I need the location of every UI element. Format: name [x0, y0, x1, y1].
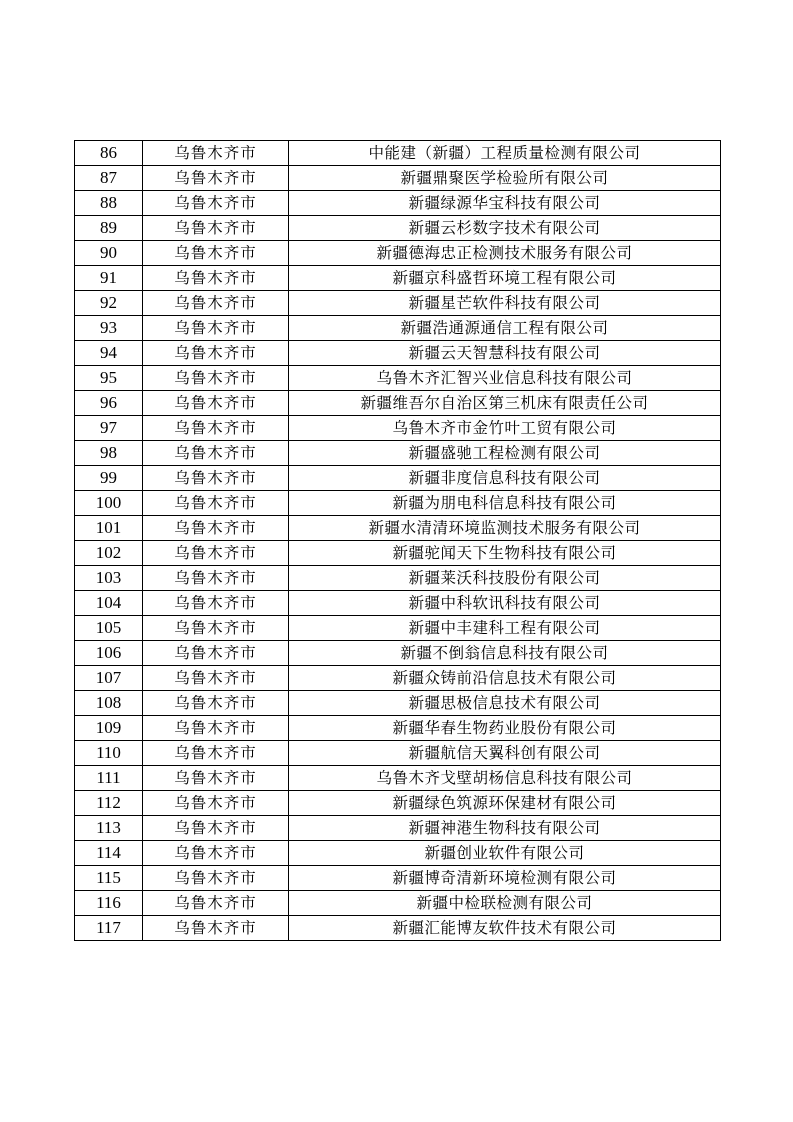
table-row [75, 341, 721, 366]
company-name-cell: 新疆众铸前沿信息技术有限公司 [289, 666, 721, 691]
company-name-cell: 新疆莱沃科技股份有限公司 [289, 566, 721, 591]
table-row [75, 466, 721, 491]
row-number-cell: 103 [75, 566, 143, 591]
city-cell: 乌鲁木齐市 [143, 166, 289, 191]
city-cell: 乌鲁木齐市 [143, 191, 289, 216]
table-body [75, 141, 721, 941]
company-name-cell: 新疆航信天翼科创有限公司 [289, 741, 721, 766]
company-name-cell: 新疆不倒翁信息科技有限公司 [289, 641, 721, 666]
row-number-cell: 91 [75, 266, 143, 291]
table-row [75, 641, 721, 666]
table-row [75, 566, 721, 591]
company-name-cell: 新疆博奇清新环境检测有限公司 [289, 866, 721, 891]
row-number-cell: 86 [75, 141, 143, 166]
row-number-cell: 116 [75, 891, 143, 916]
table-row [75, 191, 721, 216]
company-name-cell: 新疆维吾尔自治区第三机床有限责任公司 [289, 391, 721, 416]
city-cell: 乌鲁木齐市 [143, 841, 289, 866]
city-cell: 乌鲁木齐市 [143, 266, 289, 291]
city-cell: 乌鲁木齐市 [143, 566, 289, 591]
company-name-cell: 新疆盛驰工程检测有限公司 [289, 441, 721, 466]
company-name-cell: 新疆京科盛哲环境工程有限公司 [289, 266, 721, 291]
row-number-cell: 93 [75, 316, 143, 341]
city-cell: 乌鲁木齐市 [143, 716, 289, 741]
city-cell: 乌鲁木齐市 [143, 791, 289, 816]
row-number-cell: 117 [75, 916, 143, 941]
company-name-cell: 新疆华春生物药业股份有限公司 [289, 716, 721, 741]
company-name-cell: 中能建（新疆）工程质量检测有限公司 [289, 141, 721, 166]
table-row [75, 866, 721, 891]
table-row [75, 591, 721, 616]
city-cell: 乌鲁木齐市 [143, 316, 289, 341]
row-number-cell: 101 [75, 516, 143, 541]
company-name-cell: 新疆云天智慧科技有限公司 [289, 341, 721, 366]
city-cell: 乌鲁木齐市 [143, 616, 289, 641]
table-row [75, 841, 721, 866]
company-name-cell: 新疆创业软件有限公司 [289, 841, 721, 866]
row-number-cell: 97 [75, 416, 143, 441]
row-number-cell: 99 [75, 466, 143, 491]
table-row [75, 766, 721, 791]
table-row [75, 691, 721, 716]
row-number-cell: 115 [75, 866, 143, 891]
table-row [75, 541, 721, 566]
table-row [75, 441, 721, 466]
city-cell: 乌鲁木齐市 [143, 141, 289, 166]
company-name-cell: 新疆水清清环境监测技术服务有限公司 [289, 516, 721, 541]
city-cell: 乌鲁木齐市 [143, 691, 289, 716]
row-number-cell: 89 [75, 216, 143, 241]
company-list-table [74, 140, 721, 941]
row-number-cell: 87 [75, 166, 143, 191]
row-number-cell: 90 [75, 241, 143, 266]
city-cell: 乌鲁木齐市 [143, 441, 289, 466]
company-name-cell: 新疆浩通源通信工程有限公司 [289, 316, 721, 341]
table-row [75, 666, 721, 691]
city-cell: 乌鲁木齐市 [143, 641, 289, 666]
company-name-cell: 新疆云杉数字技术有限公司 [289, 216, 721, 241]
city-cell: 乌鲁木齐市 [143, 366, 289, 391]
row-number-cell: 111 [75, 766, 143, 791]
table-row [75, 416, 721, 441]
city-cell: 乌鲁木齐市 [143, 291, 289, 316]
table-row [75, 816, 721, 841]
row-number-cell: 102 [75, 541, 143, 566]
table-row [75, 916, 721, 941]
table-row [75, 241, 721, 266]
row-number-cell: 98 [75, 441, 143, 466]
row-number-cell: 113 [75, 816, 143, 841]
row-number-cell: 110 [75, 741, 143, 766]
city-cell: 乌鲁木齐市 [143, 391, 289, 416]
city-cell: 乌鲁木齐市 [143, 666, 289, 691]
table-row [75, 741, 721, 766]
table-row [75, 716, 721, 741]
city-cell: 乌鲁木齐市 [143, 216, 289, 241]
company-name-cell: 乌鲁木齐市金竹叶工贸有限公司 [289, 416, 721, 441]
company-name-cell: 新疆中丰建科工程有限公司 [289, 616, 721, 641]
company-name-cell: 新疆思极信息技术有限公司 [289, 691, 721, 716]
company-name-cell: 新疆中检联检测有限公司 [289, 891, 721, 916]
row-number-cell: 104 [75, 591, 143, 616]
table-row [75, 366, 721, 391]
company-name-cell: 新疆神港生物科技有限公司 [289, 816, 721, 841]
table-row [75, 141, 721, 166]
city-cell: 乌鲁木齐市 [143, 891, 289, 916]
company-name-cell: 新疆非度信息科技有限公司 [289, 466, 721, 491]
table-row [75, 216, 721, 241]
city-cell: 乌鲁木齐市 [143, 766, 289, 791]
table-row [75, 391, 721, 416]
city-cell: 乌鲁木齐市 [143, 516, 289, 541]
city-cell: 乌鲁木齐市 [143, 741, 289, 766]
company-name-cell: 乌鲁木齐汇智兴业信息科技有限公司 [289, 366, 721, 391]
row-number-cell: 108 [75, 691, 143, 716]
city-cell: 乌鲁木齐市 [143, 466, 289, 491]
city-cell: 乌鲁木齐市 [143, 541, 289, 566]
row-number-cell: 95 [75, 366, 143, 391]
table-row [75, 491, 721, 516]
company-name-cell: 新疆绿色筑源环保建材有限公司 [289, 791, 721, 816]
row-number-cell: 114 [75, 841, 143, 866]
row-number-cell: 92 [75, 291, 143, 316]
table-row [75, 516, 721, 541]
company-name-cell: 新疆绿源华宝科技有限公司 [289, 191, 721, 216]
row-number-cell: 96 [75, 391, 143, 416]
table-row [75, 316, 721, 341]
row-number-cell: 109 [75, 716, 143, 741]
company-name-cell: 新疆德海忠正检测技术服务有限公司 [289, 241, 721, 266]
city-cell: 乌鲁木齐市 [143, 866, 289, 891]
city-cell: 乌鲁木齐市 [143, 416, 289, 441]
row-number-cell: 105 [75, 616, 143, 641]
city-cell: 乌鲁木齐市 [143, 491, 289, 516]
city-cell: 乌鲁木齐市 [143, 241, 289, 266]
company-name-cell: 新疆汇能博友软件技术有限公司 [289, 916, 721, 941]
city-cell: 乌鲁木齐市 [143, 341, 289, 366]
row-number-cell: 112 [75, 791, 143, 816]
city-cell: 乌鲁木齐市 [143, 591, 289, 616]
company-name-cell: 新疆为朋电科信息科技有限公司 [289, 491, 721, 516]
table-row [75, 791, 721, 816]
row-number-cell: 107 [75, 666, 143, 691]
table-row [75, 166, 721, 191]
table-row [75, 616, 721, 641]
company-name-cell: 乌鲁木齐戈壁胡杨信息科技有限公司 [289, 766, 721, 791]
company-name-cell: 新疆驼闻天下生物科技有限公司 [289, 541, 721, 566]
row-number-cell: 100 [75, 491, 143, 516]
row-number-cell: 106 [75, 641, 143, 666]
company-name-cell: 新疆鼎聚医学检验所有限公司 [289, 166, 721, 191]
city-cell: 乌鲁木齐市 [143, 916, 289, 941]
company-name-cell: 新疆星芒软件科技有限公司 [289, 291, 721, 316]
row-number-cell: 94 [75, 341, 143, 366]
table-row [75, 266, 721, 291]
table-row [75, 291, 721, 316]
table-row [75, 891, 721, 916]
row-number-cell: 88 [75, 191, 143, 216]
company-name-cell: 新疆中科软讯科技有限公司 [289, 591, 721, 616]
city-cell: 乌鲁木齐市 [143, 816, 289, 841]
